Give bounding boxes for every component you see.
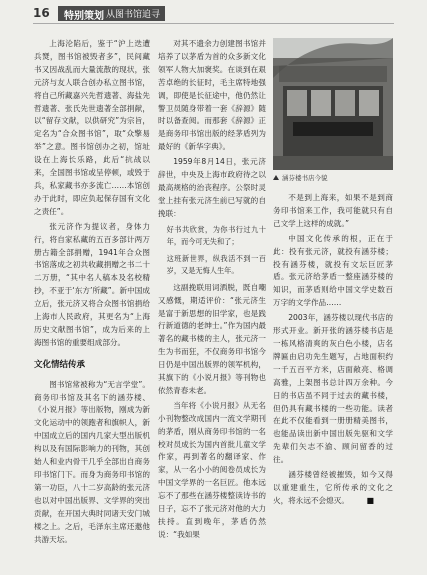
caption-triangle-icon [273, 175, 279, 180]
couplet-line: 这班新世界，纵我活不到一百岁，又是无悔人生年。 [166, 253, 266, 276]
paragraph: 张元济作为提议者，身体力行，将自家私藏的五百多部计两万册古籍全部捐赠，1941年合众图书馆落成之初共收藏捐赠之书二十二万册，“其中名人稿本及名校精抄，不亚于‘东方’所藏”。新中国成立后，张元济又将合众图书馆捐给上海市人民政府，其更名为“上海历史文献图书馆”，成为后来的上海图书馆的重要组成部分。 [34, 221, 150, 347]
photo-caption-text: 涵芬楼书店今貌 [282, 174, 328, 182]
paragraph: 这副挽联用词洒脱，既自嘲又感慨，期适评价：“张元济生是富于新思想的旧学家，也是践行新道德的老绅士。”作为国内最著名的藏书楼的主人，张元济一生为书而狂，不仅商务印书馆今日仍是中国出版界的领军机构，其旗下的《小说月报》等刊物也依然青春未老。 [158, 282, 266, 395]
building-illustration [273, 38, 393, 170]
article-column-2 [158, 38, 266, 542]
paragraph [273, 469, 393, 508]
final-paragraph-text: 涵芬楼曾经被摧毁，如今又得以重建重生，它所传承的文化之火，将永远不会熄灭。 [273, 470, 393, 505]
article-column-3 [273, 38, 393, 508]
section-heading: 文化情结传承 [34, 359, 86, 370]
section-title-label: 特别策划 [64, 11, 104, 22]
page-number: 16 [33, 6, 50, 20]
subsection-label: 从图书馆追寻 [106, 10, 161, 20]
paragraph: 图书馆常被称为“无言学堂”。商务印书馆及其名下的涵芬楼、《小说月报》等出版物，刚成为新文化运动中的领跑者和旗帜人，新中国成立后的国内几家大型出版机构以及有国际影响力的刊物，其创始人和业内骨干几乎全部出自商务印书馆门下。而身为商务印书馆的第一功臣，八十二岁高龄的张元济也以对中国出版界、文学界的突出贡献，在开国大典时同诸天安门城楼之上。之后，毛泽东主席还邀他共游天坛。 [34, 379, 150, 544]
section-banner [58, 6, 165, 21]
paragraph: 不是到上海来，如果不是到商务印书馆来工作，我可能就只有自己文学上这样的成就。” [273, 193, 393, 228]
photo-caption [273, 173, 393, 183]
paragraph: 对其不遗余力创建图书馆并培养了以茅盾为首的众多新文化领军人物大加褒奖。在谈到在艰苦卓绝的长征时，毛主席特地强调，即使是长征途中，他仍然让警卫员随身带着一套《辞源》随时以备查阅。而那套《辞源》正是商务印书馆出版的经茅盾列为最好的《新华字典》。 [158, 39, 266, 152]
paragraph: 1959年8月14日，张元济辞世，中央及上海市政府待之以最高规格的治丧程序。公祭时灵堂上挂有张元济生前已写就的自挽联： [158, 157, 266, 218]
couplet-line: 好书共欣赏，为你书行过九十年，而今可无失和了； [166, 224, 266, 247]
end-mark-icon: ■ [366, 495, 375, 505]
paragraph: 当年将《小说月报》从无名小刊物整改成国内一流文学期刊的茅盾，刚从商务印书馆的一名校对员成长为国内首批儿童文学作家，再到著名的翻译家、作家，从一名小小的阅卷员成长为中国文学界的一名巨匠。他本远忘不了那些在涵芬楼整读诗书的日子，忘不了张元济对他的大力扶持。直到晚年，茅盾仍然说：“我如果 [158, 400, 266, 539]
bookstore-photo [273, 38, 393, 170]
page-header [0, 0, 427, 26]
header-rule [33, 23, 394, 24]
paragraph: 上海沦陷后，鉴于“沪上迭遭兵燹，图书馆被毁者多”，民间藏书又因战乱而大量流散的现状，张元济与友人联合创办私立图书馆，将自己所藏嘉兴先哲遗著、海盐先哲遗著、张氏先世遗著全部捐献，以“留存文献，以供研究”为宗旨，定名为“合众图书馆”，取“众擎易举”之意。图书馆创办之初，馆址设在上海长乐路，此后“抗战以来，全国图书馆或呈停顿，或毁于兵，私家藏书亦多流亡……本馆创办于此时，即应负起保存国有文化之责任”。 [34, 39, 150, 216]
paragraph: 中国文化传承的根，正在于此：投有张元济，就投有涵芬楼；投有涵芬楼，就投有文坛巨匠茅盾。张元济给茅盾一整座涵芬楼的知识，而茅盾则给中国文学史数百万字的文学作品…… [273, 233, 393, 308]
article-column-1 [34, 38, 150, 546]
paragraph: 2003年，涵芬楼以现代书店的形式开业。新开张的涵芬楼书店是一栋风格清爽的灰白色小楼，店名牌匾由启功先生题写，占地面积约一千五百平方米，店面敞亮、格调高雅，上架图书总计四万余种。今日的书店虽不同于过去的藏书楼，但仍具有藏书楼的一些功能。读者在此不仅能看到一册册精美图书，也能品读出新中国出版先驱和文学先辈们矢志不渝、顾问留香的过往。 [273, 313, 393, 465]
